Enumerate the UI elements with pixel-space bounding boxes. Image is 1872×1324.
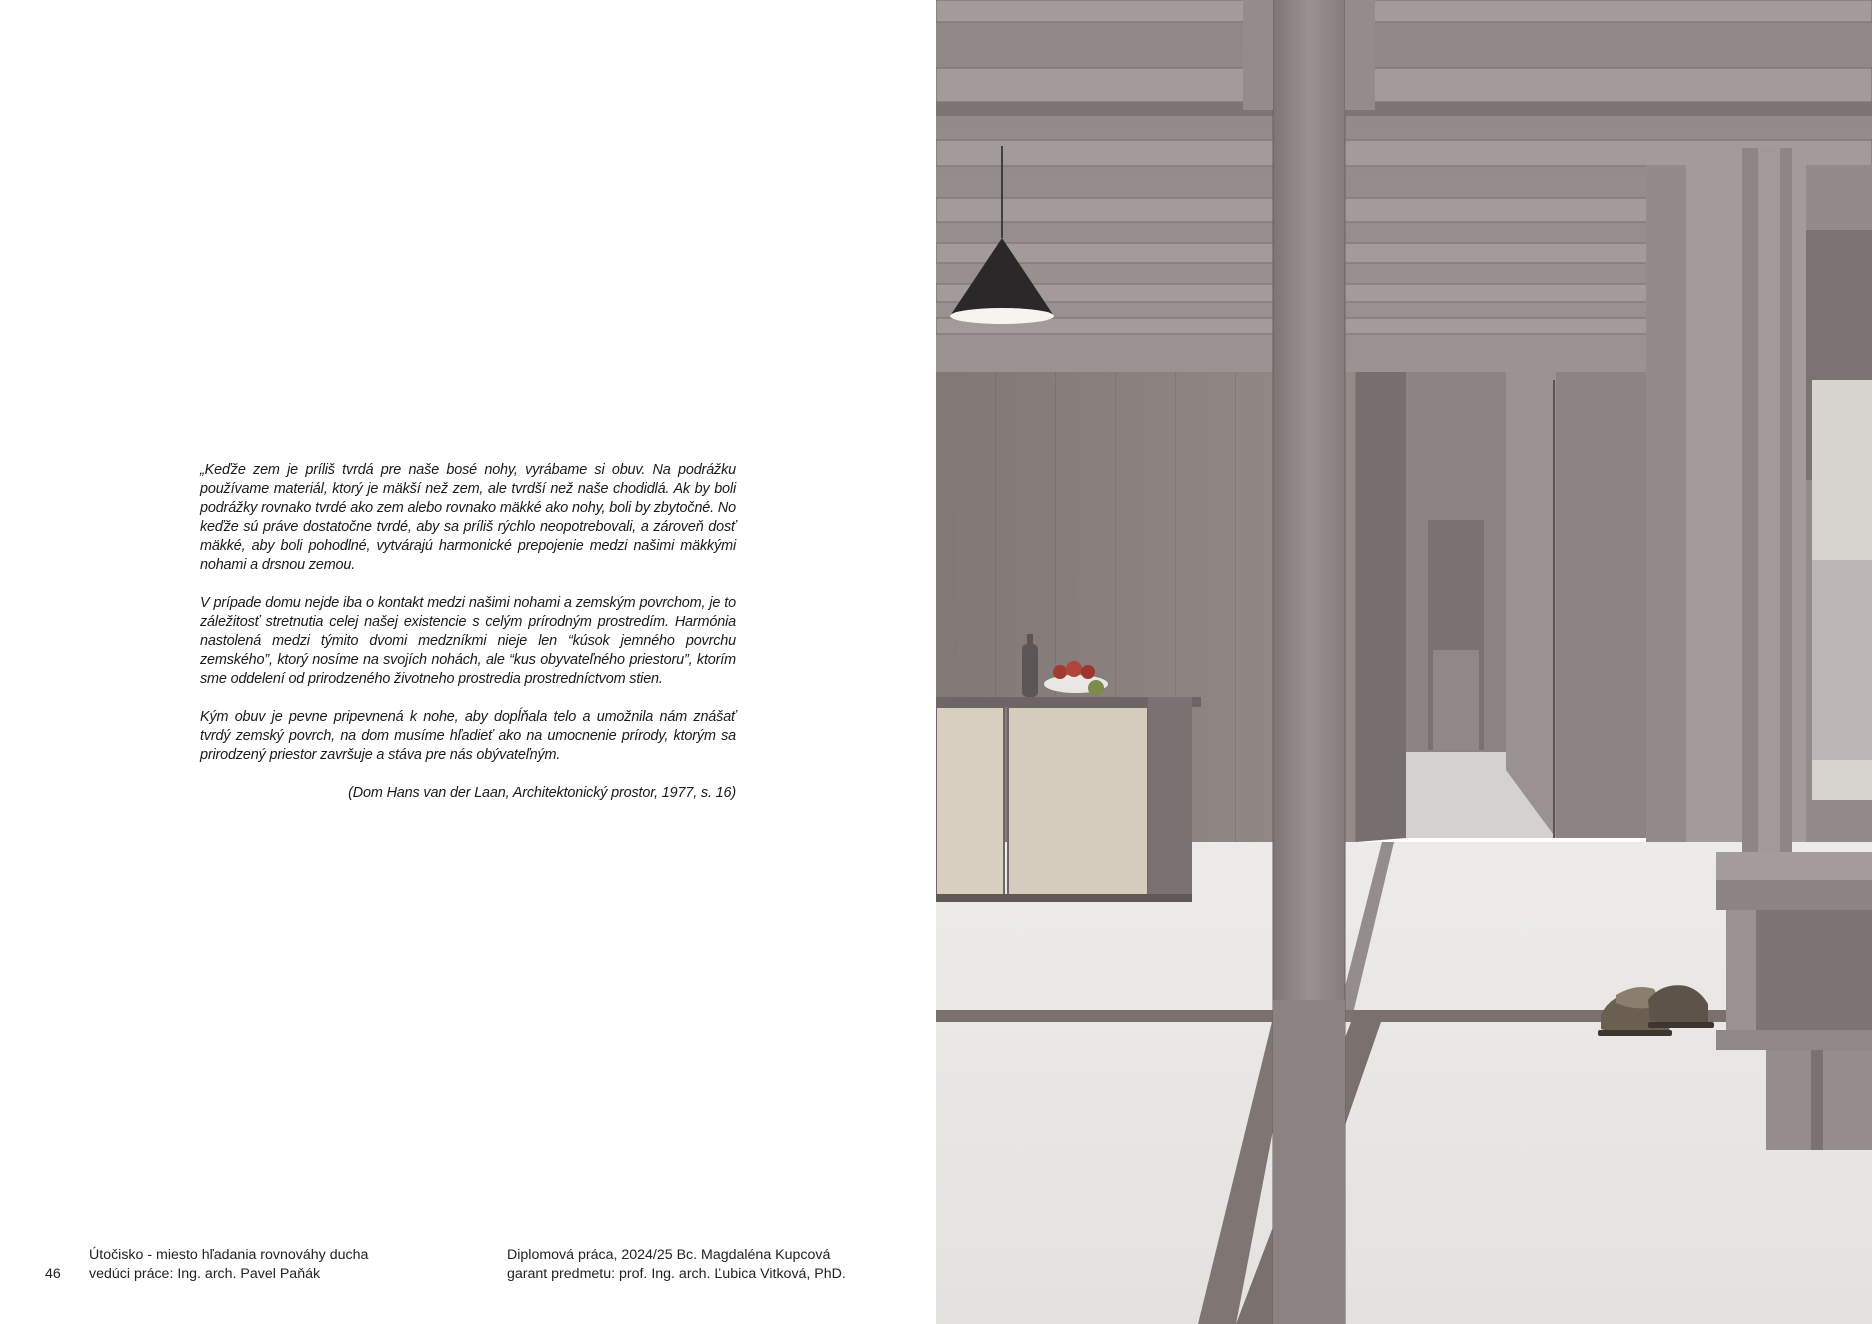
interior-photo — [936, 0, 1872, 1324]
quote-paragraph-1: „Keďže zem je príliš tvrdá pre naše bosé nohy, vyrábame si obuv. Na podrážku používame materiál, ktorý je mäkší než zem, ale tvrdší než naše chodidlá. Ak by boli podrážky rovnako tvrdé ako zem alebo rovnako mäkké ako nohy, boli by zbytočné. No keďže sú práve dostatočne tvrdé, aby sa príliš rýchlo neopotrebovali, a zároveň dosť mäkké, aby boli pohodlné, vytvárajú harmonické prepojenie medzi našimi mäkkými nohami a drsnou zemou. — [200, 462, 736, 573]
quote-block — [200, 461, 736, 803]
footer-supervisor: vedúci práce: Ing. arch. Pavel Paňák — [89, 1266, 321, 1282]
quote-citation: (Dom Hans van der Laan, Architektonický prostor, 1977, s. 16) — [348, 785, 736, 801]
quote-paragraph-3: Kým obuv je pevne pripevnená k nohe, aby dopĺňala telo a umožnila nám znášať tvrdý zemský povrch, na dom musíme hľadieť ako na umocnenie prírody, ktorým sa prirodzený priestor završuje a stáva pre nás obývateľným. — [200, 709, 736, 763]
right-page — [936, 0, 1872, 1324]
footer-guarantor: garant predmetu: prof. Ing. arch. Ľubica Vitková, PhD. — [507, 1266, 846, 1282]
quote-paragraph-2: V prípade domu nejde iba o kontakt medzi našimi nohami a zemským povrchom, je to záležitosť stretnutia celej našej existencie s celým prírodným prostredím. Harmónia nastolená medzi týmito dvomi medzníkmi nieje len “kúsok jemného povrchu zemského”, ktorý nosíme na svojích nohách, ale “kus obyvateľného priestoru”, ktorím sme oddelení od prirodzeného životneho prostredia prostredníctvom stien. — [200, 595, 736, 687]
footer-left — [89, 1246, 368, 1284]
page-number: 46 — [45, 1266, 61, 1282]
footer-thesis-title: Útočisko - miesto hľadania rovnováhy ducha — [89, 1247, 369, 1263]
footer-thesis-info: Diplomová práca, 2024/25 Bc. Magdaléna Kupcová — [507, 1247, 831, 1263]
footer-right — [507, 1246, 846, 1284]
